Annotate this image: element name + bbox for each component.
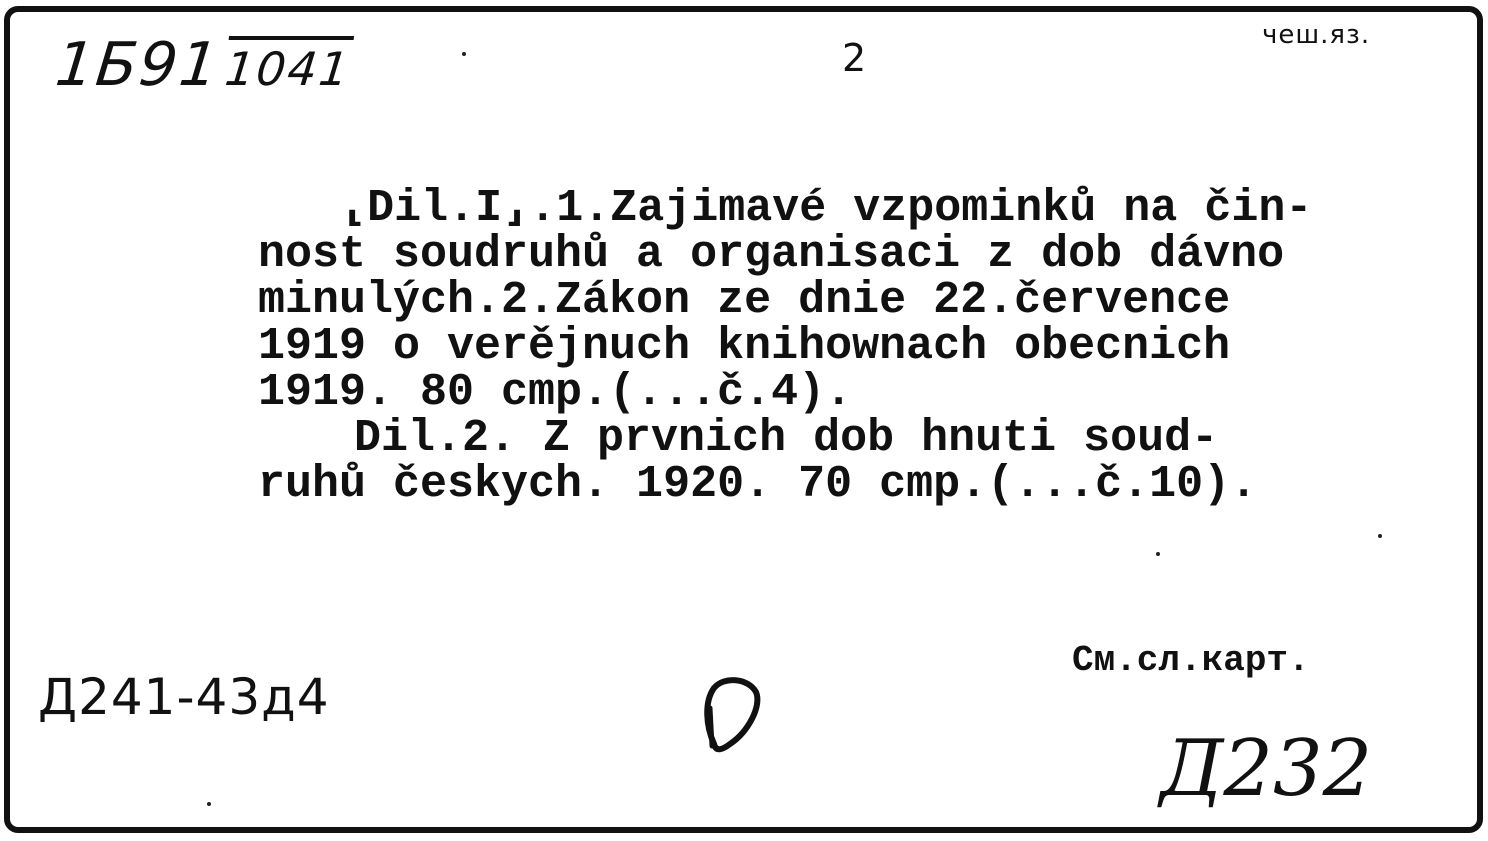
shelf-mark-main: 1Б91 <box>52 30 224 100</box>
body-line-7: ruhů českych. 1920. 70 cmp.(...č.10). <box>258 459 1258 510</box>
speck <box>207 802 211 806</box>
body-line-6: Dil.2. Z prvnich dob hnuti soud- <box>354 413 1219 464</box>
shelf-mark-sub: 1041 <box>222 36 353 96</box>
handwritten-mark-icon <box>700 672 762 758</box>
speck <box>1156 552 1160 556</box>
body-line-2: nost soudruhů a organisaci z dob dávno <box>258 229 1285 280</box>
card-body-text <box>258 183 1313 510</box>
body-line-4: 1919 o verějnuch knihownach obecnich <box>258 321 1231 372</box>
call-number: Д232 <box>1160 724 1373 814</box>
language-note: чеш.яз. <box>1262 20 1371 50</box>
body-line-5: 1919. 80 cmp.(...č.4). <box>258 367 853 418</box>
body-line-3: minulých.2.Zákon ze dnie 22.července <box>258 275 1231 326</box>
page-number: 2 <box>842 36 867 80</box>
speck <box>1378 534 1382 538</box>
bottom-code: Д241-43д4 <box>38 668 330 726</box>
shelf-mark <box>52 30 354 100</box>
see-card-note: См.сл.карт. <box>1072 640 1310 681</box>
body-line-1: ⸤Dil.I⸥.1.Zajimavé vzpominků na čin- <box>340 183 1313 234</box>
speck <box>462 52 466 56</box>
